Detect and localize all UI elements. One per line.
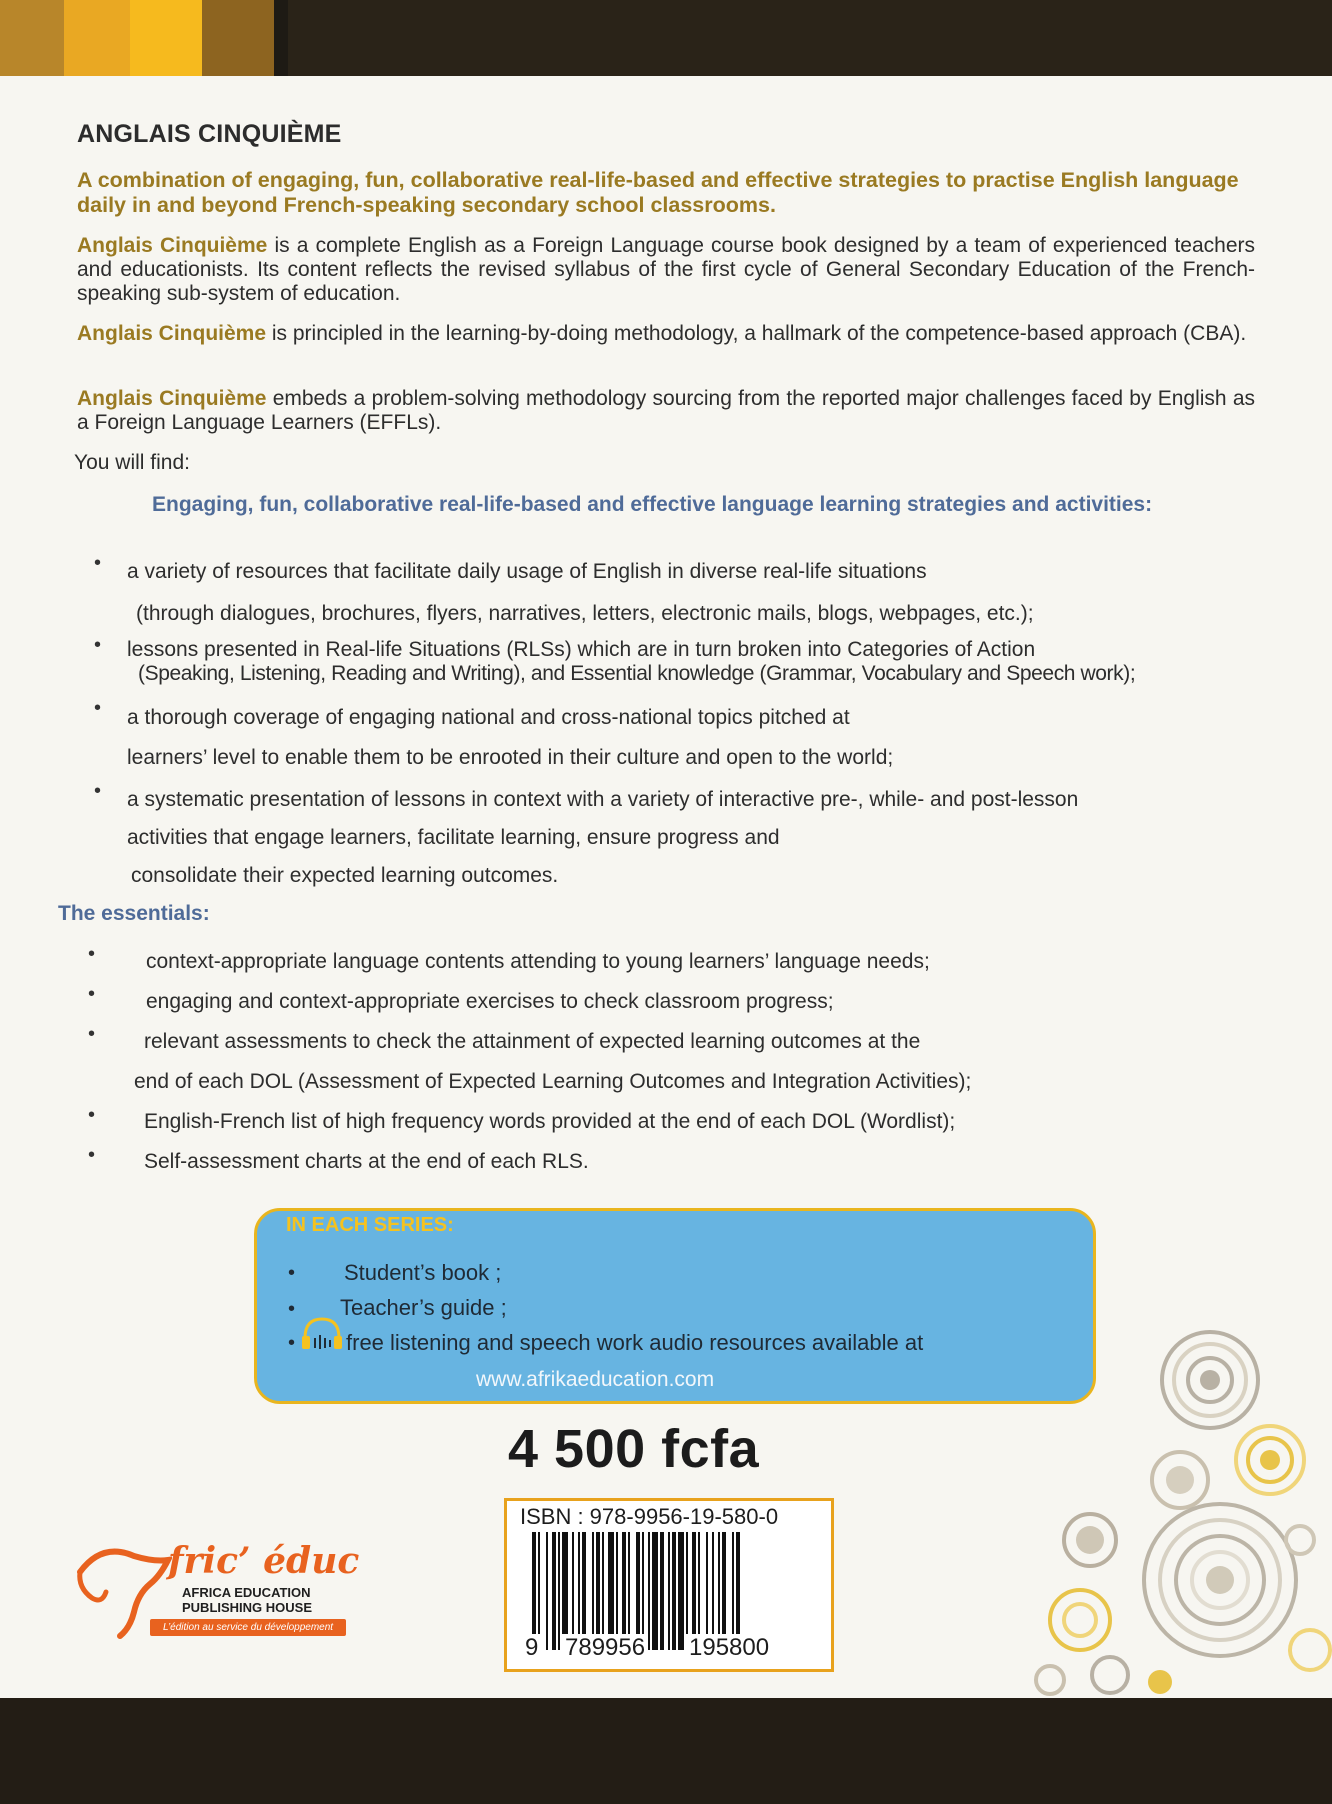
description-paragraph (77, 387, 1255, 435)
bullet-icon: • (88, 1104, 96, 1126)
bullet-icon: • (88, 983, 96, 1005)
barcode-bar (706, 1532, 708, 1650)
barcode-digit: 9 (522, 1634, 541, 1662)
series-item: Student’s book ; (344, 1260, 502, 1285)
barcode-bar (672, 1532, 676, 1650)
bullet-icon: • (88, 1144, 96, 1166)
barcode-bar (722, 1532, 726, 1650)
list-item-continuation: consolidate their expected learning outcomes. (131, 864, 559, 887)
barcode-bar (582, 1532, 586, 1650)
bullet-icon: • (88, 943, 96, 965)
list-item: engaging and context-appropriate exercises to check classroom progress; (146, 990, 834, 1013)
band-stripe (202, 0, 274, 76)
barcode-bar (572, 1532, 574, 1650)
barcode-bar (718, 1532, 720, 1650)
barcode-bar (558, 1532, 560, 1650)
top-color-band (0, 0, 1332, 76)
paragraph-text: is principled in the learning-by-doing methodology, a hallmark of the competence-based approach (CBA). (266, 322, 1247, 345)
barcode-bar (686, 1532, 688, 1650)
description-paragraph (77, 322, 1255, 346)
decorative-circles (1030, 1320, 1332, 1698)
list-item-continuation: end of each DOL (Assessment of Expected Learning Outcomes and Integration Activities); (134, 1070, 972, 1093)
book-title: ANGLAIS CINQUIÈME (77, 120, 342, 148)
barcode-bar (616, 1532, 618, 1650)
barcode-bar (538, 1532, 540, 1650)
publisher-line: PUBLISHING HOUSE (182, 1600, 313, 1615)
headphones-icon (300, 1316, 344, 1352)
barcode-bar (628, 1532, 630, 1650)
list-item-continuation: learners’ level to enable them to be enrooted in their culture and open to the world; (127, 746, 894, 769)
publisher-tagline: L’édition au service du développement (150, 1619, 346, 1636)
band-stripe (0, 0, 64, 76)
barcode-bar (698, 1532, 700, 1650)
publisher-logo-text: fric’ éduc (168, 1540, 360, 1582)
description-paragraph (77, 234, 1255, 306)
isbn: ISBN : 978-9956-19-580-0 (520, 1504, 779, 1529)
list-item: Self-assessment charts at the end of each RLS. (144, 1150, 589, 1173)
bullet-icon: • (94, 552, 102, 574)
list-item: context-appropriate language contents attending to young learners’ language needs; (146, 950, 930, 973)
list-item: English-French list of high frequency words provided at the end of each DOL (Wordlist); (144, 1110, 956, 1133)
barcode-bar (648, 1532, 650, 1650)
barcode-bar (608, 1532, 614, 1650)
barcode-bar (642, 1532, 644, 1650)
band-stripe (64, 0, 130, 76)
list-item-continuation: (through dialogues, brochures, flyers, narratives, letters, electronic mails, blogs, webpages, etc.); (136, 602, 1034, 625)
strategies-heading: Engaging, fun, collaborative real-life-based and effective language learning strategies and activities: (152, 493, 1153, 516)
essentials-heading: The essentials: (58, 902, 210, 925)
brand-name: Anglais Cinquième (77, 234, 268, 257)
website-link[interactable]: www.afrikaeducation.com (476, 1368, 715, 1391)
bullet-icon: • (94, 780, 102, 802)
brand-name: Anglais Cinquième (77, 322, 267, 345)
bullet-icon: • (288, 1298, 296, 1320)
barcode-bar (592, 1532, 594, 1650)
barcode-bar (732, 1532, 734, 1650)
barcode-bar (552, 1532, 556, 1650)
publisher-name (182, 1585, 312, 1615)
barcode-bar (692, 1532, 696, 1650)
list-item-continuation: (Speaking, Listening, Reading and Writing), and Essential knowledge (Grammar, Vocabulary and Speech work); (138, 662, 1136, 685)
you-will-find-label: You will find: (74, 451, 190, 474)
barcode-bar (668, 1532, 670, 1650)
bullet-icon: • (88, 1023, 96, 1045)
barcode-bar (622, 1532, 626, 1650)
series-item: free listening and speech work audio resources available at (346, 1330, 924, 1355)
brand-name: Anglais Cinquième (77, 387, 267, 410)
bullet-icon: • (288, 1262, 296, 1284)
bullet-icon: • (94, 697, 102, 719)
bottom-band (0, 1698, 1332, 1804)
barcode-bar (712, 1532, 714, 1650)
bullet-icon: • (288, 1332, 296, 1354)
band-stripe (274, 0, 288, 76)
barcode-bar (602, 1532, 604, 1650)
barcode-bar (578, 1532, 580, 1650)
list-item-continuation: activities that engage learners, facilitate learning, ensure progress and (127, 826, 780, 849)
barcode-bar (652, 1532, 658, 1650)
barcode-bar (546, 1532, 548, 1650)
tagline: A combination of engaging, fun, collaborative real-life-based and effective strategies to practise English language daily in and beyond French-speaking secondary school classrooms. (77, 168, 1239, 217)
barcode-bar (596, 1532, 600, 1650)
bullet-icon: • (94, 634, 102, 656)
barcode-bar (736, 1532, 740, 1650)
barcode-bar (562, 1532, 568, 1650)
list-item: lessons presented in Real-life Situations (RLSs) which are in turn broken into Categories of Action (127, 638, 1036, 661)
paragraph-text: embeds a problem-solving methodology sourcing from the reported major challenges faced by English as a Foreign Language Learners (EFFLs). (77, 387, 1256, 434)
barcode-icon (526, 1532, 810, 1650)
publisher-line: AFRICA EDUCATION (182, 1585, 311, 1600)
price: 4 500 fcfa (508, 1419, 760, 1479)
band-stripe (130, 0, 202, 76)
list-item: a thorough coverage of engaging national and cross-national topics pitched at (127, 706, 850, 729)
list-item: a systematic presentation of lessons in context with a variety of interactive pre-, while- and post-lesson (127, 788, 1079, 811)
barcode-bar (660, 1532, 664, 1650)
paragraph-text: is a complete English as a Foreign Language course book designed by a team of experienced teachers and educationists. Its content reflects the revised syllabus of the first cycle of General Secondary Education of the French-speaking sub-system of education. (77, 234, 1256, 305)
list-item: relevant assessments to check the attainment of expected learning outcomes at the (144, 1030, 921, 1053)
barcode-bar (678, 1532, 684, 1650)
series-heading: IN EACH SERIES: (286, 1214, 454, 1236)
barcode-bar (532, 1532, 536, 1650)
barcode-digits-left: 789956 (562, 1634, 648, 1662)
barcode-digits-right: 195800 (686, 1634, 772, 1662)
series-item: Teacher’s guide ; (340, 1295, 507, 1320)
list-item: a variety of resources that facilitate daily usage of English in diverse real-life situations (127, 560, 927, 583)
barcode-bar (636, 1532, 640, 1650)
